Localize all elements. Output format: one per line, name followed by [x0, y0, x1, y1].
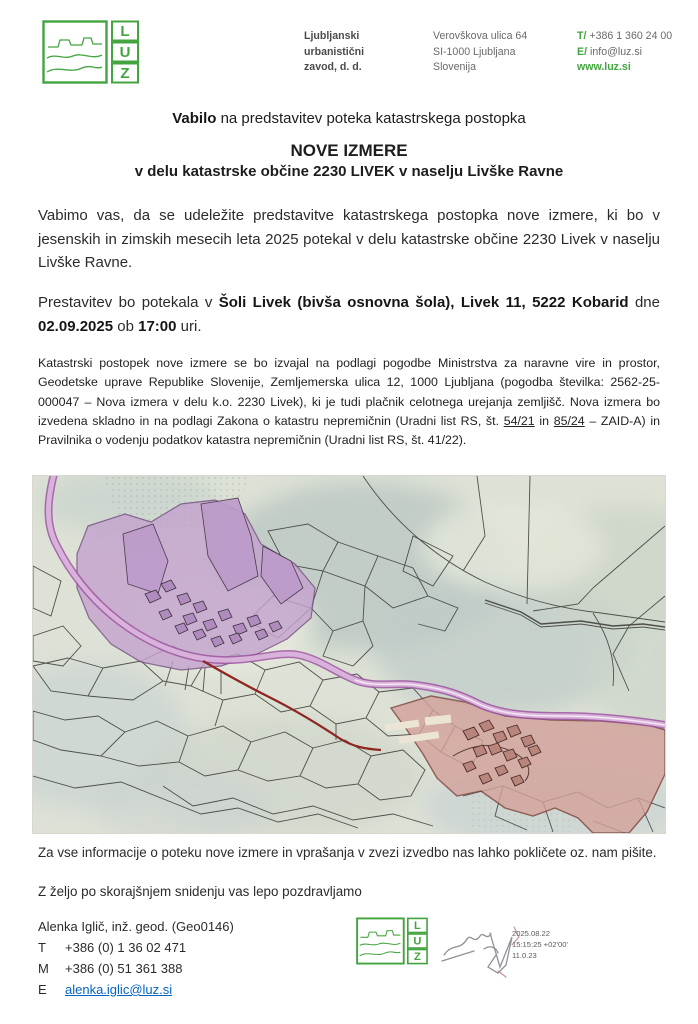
stamp-version: 11.0.23	[512, 950, 537, 960]
luz-logo	[42, 20, 142, 84]
phone-label: T	[38, 940, 46, 955]
event-location: Šoli Livek (bivša osnovna šola), Livek 11, 5222 Kobarid	[218, 294, 629, 311]
main-heading: NOVE IZMERE	[290, 141, 408, 160]
closing-line: Z željo po skorajšnjem snidenju vas lepo pozdravljamo	[38, 884, 362, 899]
event-text-1: Prestavitev bo potekala v	[38, 294, 219, 311]
legal-paragraph	[38, 354, 660, 450]
intro-paragraph: Vabimo vas, da se udeležite predstavitve katastrskega postopka nove izmere, ki bo v jesenskih in zimskih mesecih leta 2025 potekal v delu katastrske občine 2230 Livek v naselju Livške Ravne.	[38, 207, 660, 271]
signatory-mobile: +386 (0) 51 361 388	[65, 961, 183, 976]
event-text-2: dne	[628, 294, 660, 311]
invitation-title	[0, 110, 698, 127]
mobile-label: M	[38, 961, 49, 976]
digital-signature-stamp	[512, 929, 568, 961]
contact-email-line	[577, 45, 672, 61]
address-street: Verovškova ulica 64	[433, 30, 528, 42]
email-label: E	[38, 982, 47, 997]
company-name	[304, 29, 364, 76]
event-paragraph	[38, 291, 660, 338]
logo-letter-l: L	[120, 23, 130, 40]
signatory-phone: +386 (0) 1 36 02 471	[65, 940, 187, 955]
event-date: 02.09.2025	[38, 317, 114, 335]
address-country: Slovenija	[433, 61, 476, 74]
logo-letter-z: Z	[120, 65, 130, 82]
company-line1: Ljubljanski	[304, 30, 360, 42]
stamp-date: 2025.08.22	[512, 929, 551, 938]
address-city: SI-1000 Ljubljana	[433, 45, 516, 58]
legal-link-85-24[interactable]: 85/24	[553, 413, 585, 428]
company-line2: urbanistični	[304, 45, 365, 58]
email-prefix: E/	[577, 45, 588, 58]
signatory-block	[38, 919, 234, 1000]
signatory-email-row	[38, 979, 234, 1000]
email-address: info@luz.si	[590, 45, 642, 58]
phone-number: +386 1 360 24 00	[589, 30, 673, 42]
signatory-mobile-row	[38, 958, 234, 979]
legal-link-54-21[interactable]: 54/21	[503, 413, 535, 428]
legal-text-1: Katastrski postopek nove izmere se bo izvajal na podlagi pogodbe Ministrstva za naravne vire in prostor, Geodetske uprave Republike Slovenije, Zemljemerska ulica 12, 1000 Ljubljana (pogodba številka: 2562-25-000047 – Nova izmera v delu k.o. 2230 Livek), ki je tudi plačnik celotnega urejanja zemljišč. Nova izmera bo izvedena skladno in na podlagi Zakona o katastru nepremičnin (Uradni list RS, št.	[38, 356, 660, 428]
legal-text-3: – ZAID-A) in Pravilnika o vodenju podatkov katastra nepremičnin (Uradni list RS, št. 41/22).	[38, 413, 660, 448]
cadastral-map	[33, 476, 665, 833]
event-time: 17:00	[138, 317, 177, 335]
info-line: Za vse informacije o poteku nove izmere in vprašanja v zvezi izvedbo nas lahko pokličete oz. nam pišite.	[38, 845, 657, 860]
footer-logo-letter-z: Z	[414, 951, 421, 964]
stamp-time: 15:15:25 +02'00'	[512, 939, 568, 949]
contact-email-link[interactable]: alenka.iglic@luz.si	[65, 982, 173, 997]
luz-logo-footer	[356, 917, 430, 965]
footer-logo-letter-u: U	[413, 935, 422, 948]
phone-prefix: T/	[577, 30, 587, 42]
event-text-4: uri.	[176, 317, 202, 335]
website-link[interactable]: www.luz.si	[577, 61, 631, 74]
company-address	[433, 29, 527, 76]
company-contact	[577, 29, 672, 76]
logo-letter-u: U	[119, 44, 131, 61]
title-rest: na predstavitev poteka katastrskega postopka	[216, 110, 526, 127]
title-bold-word: Vabilo	[172, 110, 217, 127]
signatory-name: Alenka Iglič, inž. geod. (Geo0146)	[38, 919, 234, 934]
contact-phone-line	[577, 29, 672, 45]
legal-text-2: in	[534, 413, 554, 428]
signatory-phone-row	[38, 937, 234, 958]
luz-logo-letters	[112, 22, 138, 83]
event-text-3: ob	[113, 317, 139, 335]
company-line3: zavod, d. d.	[304, 61, 362, 74]
sub-heading: v delu katastrske občine 2230 LIVEK v naselju Livške Ravne	[134, 163, 564, 180]
footer-logo-letter-l: L	[414, 920, 421, 933]
